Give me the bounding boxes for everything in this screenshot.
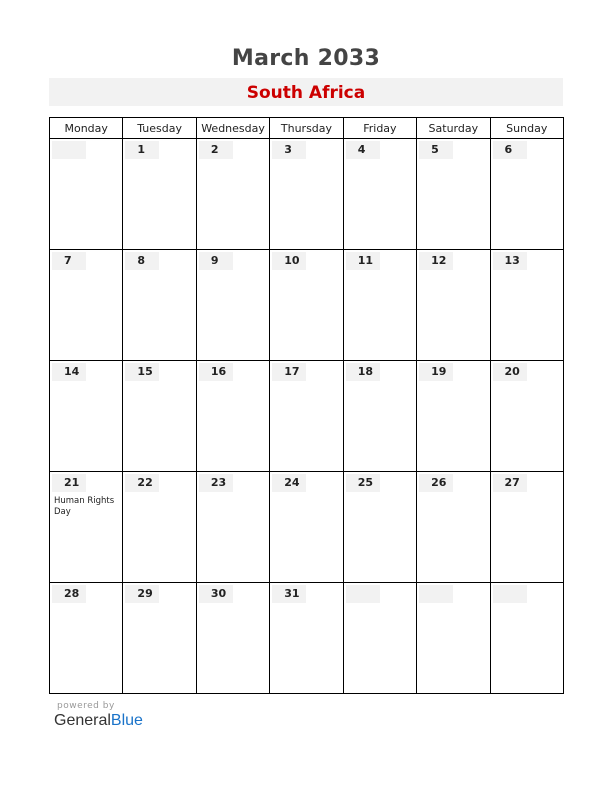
powered-by-text: powered by xyxy=(57,701,115,711)
generalblue-logo[interactable] xyxy=(54,712,143,730)
empty-day-cell xyxy=(417,583,490,694)
day-number: 15 xyxy=(125,363,159,381)
day-number: 24 xyxy=(272,474,306,492)
day-cell xyxy=(270,361,343,472)
day-cell xyxy=(490,361,563,472)
day-cell xyxy=(417,250,490,361)
empty-day-cell xyxy=(50,139,123,250)
empty-day-shade xyxy=(346,585,380,603)
day-number: 29 xyxy=(125,585,159,603)
weekday-friday: Friday xyxy=(343,118,416,139)
day-cell xyxy=(123,361,196,472)
day-cell xyxy=(123,472,196,583)
country-label: South Africa xyxy=(49,78,563,106)
weekday-header-row xyxy=(50,118,564,139)
day-cell xyxy=(123,139,196,250)
calendar-grid xyxy=(49,117,564,694)
day-number: 3 xyxy=(272,141,306,159)
day-number: 8 xyxy=(125,252,159,270)
day-number: 20 xyxy=(493,363,527,381)
empty-day-cell xyxy=(490,583,563,694)
day-number: 17 xyxy=(272,363,306,381)
day-cell xyxy=(196,583,269,694)
day-cell xyxy=(50,472,123,583)
day-number: 28 xyxy=(52,585,86,603)
day-cell xyxy=(270,583,343,694)
day-number: 11 xyxy=(346,252,380,270)
day-number: 13 xyxy=(493,252,527,270)
day-number: 23 xyxy=(199,474,233,492)
weekday-monday: Monday xyxy=(50,118,123,139)
holiday-label: Human Rights Day xyxy=(54,496,115,517)
day-cell xyxy=(50,250,123,361)
day-number: 19 xyxy=(419,363,453,381)
day-number: 22 xyxy=(125,474,159,492)
empty-day-shade xyxy=(52,141,86,159)
day-number: 26 xyxy=(419,474,453,492)
empty-day-cell xyxy=(343,583,416,694)
day-cell xyxy=(196,472,269,583)
week-row xyxy=(50,250,564,361)
day-number: 31 xyxy=(272,585,306,603)
day-cell xyxy=(123,583,196,694)
day-number: 27 xyxy=(493,474,527,492)
day-number: 4 xyxy=(346,141,380,159)
day-cell xyxy=(270,250,343,361)
day-number: 6 xyxy=(493,141,527,159)
calendar-title: March 2033 xyxy=(231,46,381,71)
day-cell xyxy=(196,139,269,250)
weekday-sunday: Sunday xyxy=(490,118,563,139)
week-row xyxy=(50,139,564,250)
day-cell xyxy=(196,250,269,361)
day-cell xyxy=(196,361,269,472)
day-cell xyxy=(343,139,416,250)
day-cell xyxy=(417,139,490,250)
day-number: 21 xyxy=(52,474,86,492)
day-number: 7 xyxy=(52,252,86,270)
day-cell xyxy=(343,250,416,361)
day-number: 5 xyxy=(419,141,453,159)
day-cell xyxy=(270,472,343,583)
day-number: 30 xyxy=(199,585,233,603)
day-cell xyxy=(490,250,563,361)
day-cell xyxy=(490,472,563,583)
brand-blue: Blue xyxy=(110,712,143,729)
day-cell xyxy=(50,361,123,472)
day-cell xyxy=(490,139,563,250)
weekday-tuesday: Tuesday xyxy=(123,118,196,139)
day-number: 14 xyxy=(52,363,86,381)
week-row xyxy=(50,583,564,694)
day-number: 1 xyxy=(125,141,159,159)
day-cell xyxy=(417,361,490,472)
day-number: 10 xyxy=(272,252,306,270)
calendar-body xyxy=(50,139,564,694)
week-row xyxy=(50,361,564,472)
day-number: 18 xyxy=(346,363,380,381)
day-cell xyxy=(270,139,343,250)
day-number: 2 xyxy=(199,141,233,159)
weekday-thursday: Thursday xyxy=(270,118,343,139)
day-number: 16 xyxy=(199,363,233,381)
weekday-saturday: Saturday xyxy=(417,118,490,139)
day-number: 25 xyxy=(346,474,380,492)
day-cell xyxy=(417,472,490,583)
day-cell xyxy=(123,250,196,361)
day-cell xyxy=(343,472,416,583)
brand-general: General xyxy=(54,712,111,729)
weekday-wednesday: Wednesday xyxy=(196,118,269,139)
day-cell xyxy=(343,361,416,472)
empty-day-shade xyxy=(419,585,453,603)
day-cell xyxy=(50,583,123,694)
day-number: 9 xyxy=(199,252,233,270)
week-row xyxy=(50,472,564,583)
empty-day-shade xyxy=(493,585,527,603)
day-number: 12 xyxy=(419,252,453,270)
